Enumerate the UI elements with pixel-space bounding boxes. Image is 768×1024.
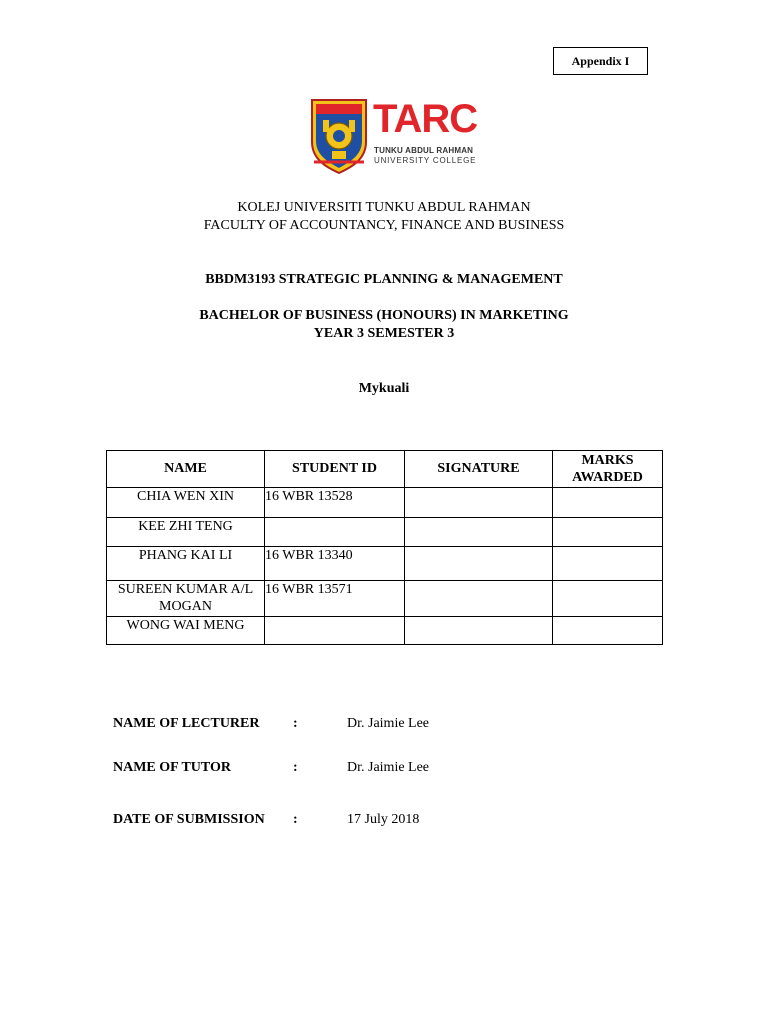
tutor-value: Dr. Jaimie Lee — [347, 760, 430, 775]
submission-label: DATE OF SUBMISSION — [113, 812, 265, 827]
signature-cell — [405, 488, 553, 518]
programme-name: BACHELOR OF BUSINESS (HONOURS) IN MARKETING — [199, 308, 569, 323]
student-table — [106, 450, 663, 645]
submission-value: 17 July 2018 — [347, 812, 420, 827]
logo-wordmark: TARC — [373, 97, 478, 141]
marks-cell — [553, 617, 663, 645]
header-student-id: STUDENT ID — [265, 451, 405, 488]
student-id: 16 WBR 13340 — [265, 547, 405, 581]
lecturer-value: Dr. Jaimie Lee — [347, 716, 430, 731]
signature-cell — [405, 547, 553, 581]
student-name: PHANG KAI LI — [107, 547, 265, 581]
lecturer-label: NAME OF LECTURER — [113, 716, 260, 731]
appendix-label: Appendix I — [553, 47, 648, 75]
lecturer-colon: : — [293, 716, 298, 731]
header-marks-awarded: MARKS AWARDED — [553, 451, 663, 488]
student-id: 16 WBR 13528 — [265, 488, 405, 518]
table-row — [107, 488, 663, 518]
signature-cell — [405, 581, 553, 617]
lecturer-row — [113, 716, 613, 736]
institution-name: KOLEJ UNIVERSITI TUNKU ABDUL RAHMAN — [237, 200, 531, 215]
student-name: CHIA WEN XIN — [107, 488, 265, 518]
student-name: WONG WAI MENG — [107, 617, 265, 645]
faculty-name: FACULTY OF ACCOUNTANCY, FINANCE AND BUSINESS — [203, 218, 565, 233]
marks-cell — [553, 581, 663, 617]
logo-line1: TUNKU ABDUL RAHMAN — [374, 146, 474, 155]
student-id — [265, 617, 405, 645]
table-header-row — [107, 451, 663, 488]
table-row — [107, 617, 663, 645]
tarc-logo — [310, 98, 485, 174]
table-row — [107, 518, 663, 547]
header-name: NAME — [107, 451, 265, 488]
submission-row — [113, 812, 613, 832]
header-signature: SIGNATURE — [405, 451, 553, 488]
tutor-colon: : — [293, 760, 298, 775]
signature-cell — [405, 617, 553, 645]
signature-cell — [405, 518, 553, 547]
student-name: KEE ZHI TENG — [107, 518, 265, 547]
table-row — [107, 581, 663, 617]
tutor-row — [113, 760, 613, 780]
marks-cell — [553, 518, 663, 547]
project-name: Mykuali — [358, 381, 410, 396]
student-id — [265, 518, 405, 547]
marks-cell — [553, 547, 663, 581]
marks-cell — [553, 488, 663, 518]
logo-line2: UNIVERSITY COLLEGE — [374, 156, 477, 165]
course-title: BBDM3193 STRATEGIC PLANNING & MANAGEMENT — [205, 272, 563, 287]
student-name: SUREEN KUMAR A/L MOGAN — [107, 581, 265, 617]
tutor-label: NAME OF TUTOR — [113, 760, 231, 775]
submission-colon: : — [293, 812, 298, 827]
year-semester: YEAR 3 SEMESTER 3 — [313, 326, 455, 341]
student-id: 16 WBR 13571 — [265, 581, 405, 617]
table-row — [107, 547, 663, 581]
crest-icon — [310, 98, 368, 174]
